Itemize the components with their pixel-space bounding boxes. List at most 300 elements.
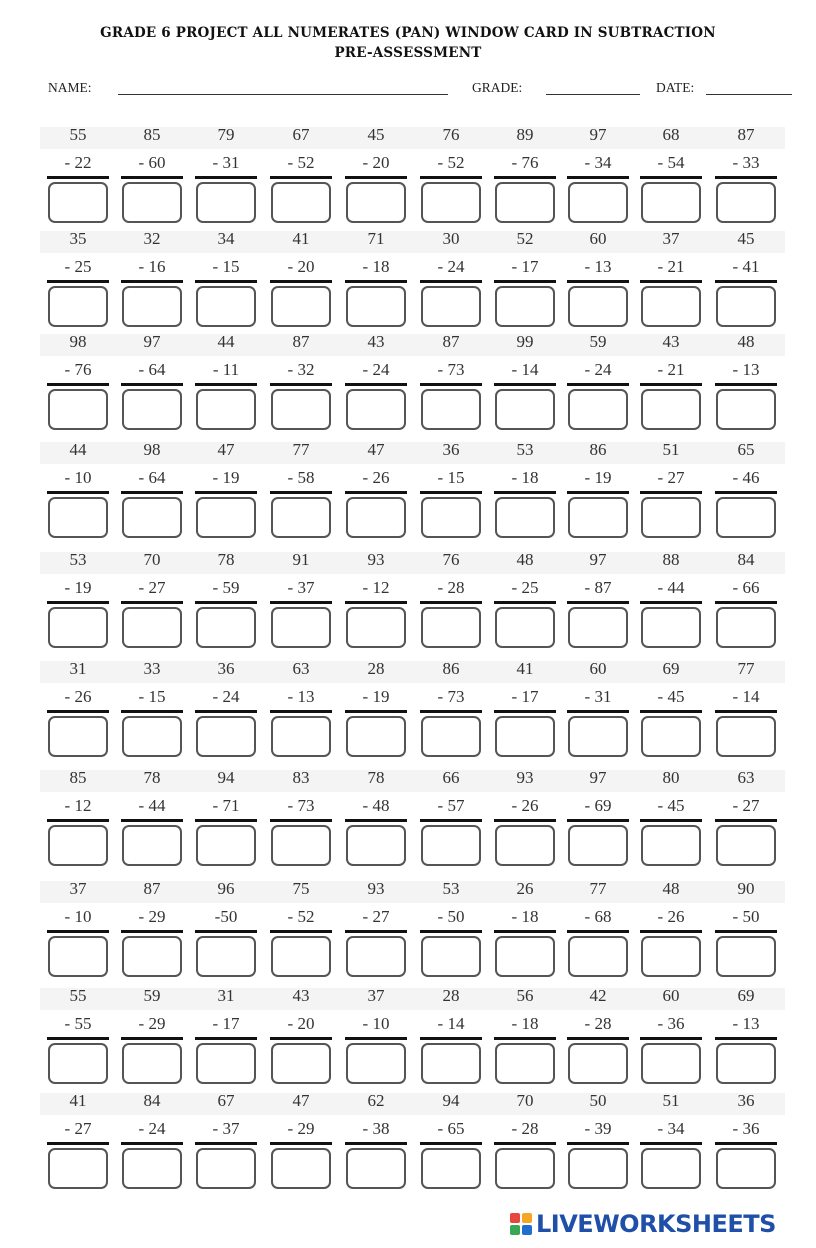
liveworksheets-logo [510,1208,776,1240]
answer-box[interactable] [421,607,481,648]
subtrahend: - 18 [511,907,539,926]
answer-box[interactable] [421,716,481,757]
answer-box[interactable] [495,286,555,327]
subtraction-bar [195,930,257,933]
answer-box[interactable] [271,182,331,223]
minuend: 30 [442,229,460,248]
minuend: 93 [367,550,385,569]
answer-box[interactable] [641,607,701,648]
subtrahend: - 18 [511,468,539,487]
subtrahend: - 41 [732,257,760,276]
subtraction-bar [121,819,183,822]
answer-box[interactable] [48,286,108,327]
answer-box[interactable] [568,497,628,538]
subtrahend: - 28 [511,1119,539,1138]
subtrahend: - 31 [212,153,240,172]
minuend: 37 [367,986,385,1005]
subtraction-bar [345,710,407,713]
subtrahend: - 25 [511,578,539,597]
answer-box[interactable] [421,936,481,977]
minuend: 44 [69,440,87,459]
minuend: 63 [292,659,310,678]
subtrahend: - 65 [437,1119,465,1138]
subtrahend: - 54 [657,153,685,172]
subtrahend: - 27 [732,796,760,815]
subtrahend: -50 [214,907,238,926]
answer-box[interactable] [196,182,256,223]
minuend: 97 [589,550,607,569]
answer-box[interactable] [421,497,481,538]
answer-box[interactable] [568,936,628,977]
subtraction-bar [715,280,777,283]
minuend: 84 [737,550,755,569]
minuend: 90 [737,879,755,898]
minuend: 80 [662,768,680,787]
subtrahend: - 22 [64,153,92,172]
subtrahend: - 64 [138,360,166,379]
answer-box[interactable] [568,286,628,327]
minuend: 41 [292,229,310,248]
subtraction-bar [567,383,629,386]
answer-box[interactable] [641,389,701,430]
answer-box[interactable] [495,182,555,223]
subtrahend: - 29 [287,1119,315,1138]
answer-box[interactable] [346,286,406,327]
subtrahend: - 25 [64,257,92,276]
minuend: 60 [589,229,607,248]
minuend: 43 [662,332,680,351]
minuend: 67 [292,125,310,144]
answer-box[interactable] [568,182,628,223]
answer-box[interactable] [568,389,628,430]
answer-box[interactable] [495,936,555,977]
subtrahend: - 57 [437,796,465,815]
answer-box[interactable] [196,716,256,757]
minuend: 98 [143,440,161,459]
answer-box[interactable] [122,716,182,757]
answer-box[interactable] [196,1043,256,1084]
answer-box[interactable] [495,389,555,430]
subtrahend: - 52 [287,907,315,926]
subtrahend: - 26 [64,687,92,706]
subtrahend: - 44 [138,796,166,815]
subtraction-bar [121,491,183,494]
subtraction-bar [345,601,407,604]
minuend: 28 [442,986,460,1005]
answer-box[interactable] [196,1148,256,1189]
answer-box[interactable] [495,1148,555,1189]
answer-box[interactable] [568,607,628,648]
minuend: 87 [737,125,755,144]
answer-box[interactable] [346,1148,406,1189]
minuend: 35 [69,229,87,248]
answer-box[interactable] [48,1043,108,1084]
subtraction-bar [345,930,407,933]
subtrahend: - 15 [138,687,166,706]
answer-box[interactable] [716,825,776,866]
answer-box[interactable] [421,182,481,223]
answer-box[interactable] [346,716,406,757]
minuend: 98 [69,332,87,351]
subtraction-bar [567,176,629,179]
answer-box[interactable] [716,1148,776,1189]
answer-box[interactable] [271,825,331,866]
minuend: 63 [737,768,755,787]
answer-box[interactable] [346,497,406,538]
answer-box[interactable] [421,1148,481,1189]
minuend: 52 [516,229,534,248]
minuend: 42 [589,986,607,1005]
answer-box[interactable] [421,1043,481,1084]
answer-box[interactable] [716,1043,776,1084]
answer-box[interactable] [122,286,182,327]
subtraction-bar [121,601,183,604]
subtraction-bar [420,383,482,386]
subtrahend: - 15 [437,468,465,487]
answer-box[interactable] [271,607,331,648]
date-field[interactable] [706,94,792,95]
answer-box[interactable] [122,1043,182,1084]
subtraction-bar [345,280,407,283]
answer-box[interactable] [48,607,108,648]
subtrahend: - 15 [212,257,240,276]
answer-box[interactable] [196,825,256,866]
answer-box[interactable] [716,716,776,757]
subtrahend: - 14 [437,1014,465,1033]
minuend: 48 [662,879,680,898]
answer-box[interactable] [346,607,406,648]
answer-box[interactable] [716,497,776,538]
subtrahend: - 17 [511,687,539,706]
subtraction-bar [47,710,109,713]
answer-box[interactable] [196,936,256,977]
subtraction-bar [715,601,777,604]
subtraction-bar [270,491,332,494]
subtraction-bar [567,1037,629,1040]
answer-box[interactable] [421,286,481,327]
answer-box[interactable] [641,825,701,866]
subtraction-bar [494,491,556,494]
answer-box[interactable] [568,1148,628,1189]
answer-box[interactable] [48,182,108,223]
answer-box[interactable] [716,607,776,648]
answer-box[interactable] [641,1043,701,1084]
answer-box[interactable] [495,607,555,648]
answer-box[interactable] [346,389,406,430]
answer-box[interactable] [421,825,481,866]
answer-box[interactable] [122,825,182,866]
answer-box[interactable] [271,936,331,977]
answer-box[interactable] [568,1043,628,1084]
subtrahend: - 59 [212,578,240,597]
subtraction-bar [640,819,702,822]
answer-box[interactable] [641,716,701,757]
answer-box[interactable] [122,1148,182,1189]
subtraction-bar [345,491,407,494]
answer-box[interactable] [271,286,331,327]
subtrahend: - 69 [584,796,612,815]
minuend: 71 [367,229,385,248]
minuend: 43 [292,986,310,1005]
subtrahend: - 73 [437,687,465,706]
answer-box[interactable] [122,182,182,223]
answer-box[interactable] [48,497,108,538]
minuend: 78 [143,768,161,787]
minuend: 76 [442,125,460,144]
minuend: 31 [69,659,87,678]
answer-box[interactable] [196,497,256,538]
minuend: 79 [217,125,235,144]
answer-box[interactable] [495,497,555,538]
subtraction-bar [195,491,257,494]
subtraction-bar [47,819,109,822]
minuend: 84 [143,1091,161,1110]
subtrahend: - 27 [657,468,685,487]
answer-box[interactable] [346,1043,406,1084]
minuend: 87 [442,332,460,351]
subtraction-bar [345,819,407,822]
answer-box[interactable] [48,716,108,757]
minuend: 51 [662,1091,680,1110]
subtraction-bar [420,710,482,713]
answer-box[interactable] [196,607,256,648]
answer-box[interactable] [271,716,331,757]
subtrahend: - 13 [732,360,760,379]
minuend: 31 [217,986,235,1005]
subtraction-bar [195,601,257,604]
subtraction-bar [345,1142,407,1145]
subtrahend: - 13 [732,1014,760,1033]
minuend: 87 [143,879,161,898]
subtraction-bar [121,280,183,283]
answer-box[interactable] [346,825,406,866]
answer-box[interactable] [196,286,256,327]
subtraction-bar [715,819,777,822]
subtraction-bar [420,819,482,822]
subtraction-bar [270,176,332,179]
subtraction-bar [47,930,109,933]
subtrahend: - 20 [362,153,390,172]
minuend: 76 [442,550,460,569]
answer-box[interactable] [641,1148,701,1189]
subtrahend: - 29 [138,907,166,926]
subtraction-bar [494,601,556,604]
subtrahend: - 36 [732,1119,760,1138]
minuend: 96 [217,879,235,898]
subtraction-bar [567,930,629,933]
minuend: 87 [292,332,310,351]
minuend: 97 [589,768,607,787]
subtraction-bar [270,710,332,713]
minuend: 53 [69,550,87,569]
subtraction-bar [567,819,629,822]
answer-box[interactable] [122,607,182,648]
answer-box[interactable] [716,182,776,223]
answer-box[interactable] [641,936,701,977]
minuend: 37 [662,229,680,248]
subtrahend: - 44 [657,578,685,597]
minuend: 77 [737,659,755,678]
subtrahend: - 66 [732,578,760,597]
grade-label: GRADE: [472,80,523,95]
answer-box[interactable] [568,825,628,866]
subtraction-bar [640,710,702,713]
minuend: 93 [367,879,385,898]
subtraction-bar [47,1142,109,1145]
subtrahend: - 37 [287,578,315,597]
minuend: 69 [662,659,680,678]
minuend: 68 [662,125,680,144]
subtrahend: - 18 [511,1014,539,1033]
subtrahend: - 46 [732,468,760,487]
answer-box[interactable] [716,286,776,327]
minuend: 88 [662,550,680,569]
answer-box[interactable] [48,825,108,866]
subtraction-bar [567,710,629,713]
minuend: 48 [737,332,755,351]
subtrahend: - 24 [212,687,240,706]
subtraction-bar [494,176,556,179]
subtrahend: - 10 [64,907,92,926]
subtrahend: - 73 [287,796,315,815]
answer-box[interactable] [271,1043,331,1084]
subtrahend: - 13 [287,687,315,706]
name-field[interactable] [118,94,448,95]
answer-box[interactable] [122,389,182,430]
subtraction-bar [420,601,482,604]
subtrahend: - 10 [64,468,92,487]
subtrahend: - 48 [362,796,390,815]
answer-box[interactable] [346,182,406,223]
subtrahend: - 28 [437,578,465,597]
subtrahend: - 52 [437,153,465,172]
subtrahend: - 55 [64,1014,92,1033]
liveworksheets-wordmark: LIVEWORKSHEETS [536,1210,776,1238]
subtraction-bar [494,710,556,713]
minuend: 78 [367,768,385,787]
minuend: 41 [69,1091,87,1110]
minuend: 47 [367,440,385,459]
minuend: 48 [516,550,534,569]
minuend: 33 [143,659,161,678]
subtrahend: - 50 [437,907,465,926]
answer-box[interactable] [495,825,555,866]
subtraction-bar [494,819,556,822]
subtraction-bar [270,601,332,604]
subtrahend: - 36 [657,1014,685,1033]
subtraction-bar [640,176,702,179]
subtraction-bar [47,383,109,386]
subtraction-bar [715,930,777,933]
subtrahend: - 26 [657,907,685,926]
answer-box[interactable] [271,1148,331,1189]
minuend: 41 [516,659,534,678]
subtrahend: - 34 [584,153,612,172]
subtraction-bar [195,280,257,283]
subtraction-bar [121,1142,183,1145]
answer-box[interactable] [641,286,701,327]
subtrahend: - 24 [362,360,390,379]
subtrahend: - 17 [511,257,539,276]
grade-field[interactable] [546,94,640,95]
answer-box[interactable] [716,936,776,977]
subtraction-bar [47,280,109,283]
subtraction-bar [420,1142,482,1145]
subtraction-bar [270,930,332,933]
answer-box[interactable] [495,1043,555,1084]
minuend: 51 [662,440,680,459]
minuend: 53 [442,879,460,898]
subtraction-bar [567,1142,629,1145]
answer-box[interactable] [48,1148,108,1189]
answer-box[interactable] [48,389,108,430]
subtraction-bar [47,491,109,494]
subtraction-bar [195,710,257,713]
subtrahend: - 24 [138,1119,166,1138]
subtrahend: - 45 [657,796,685,815]
subtrahend: - 45 [657,687,685,706]
answer-box[interactable] [122,936,182,977]
minuend: 78 [217,550,235,569]
subtraction-bar [420,930,482,933]
subtraction-bar [345,176,407,179]
minuend: 70 [516,1091,534,1110]
minuend: 99 [516,332,534,351]
subtrahend: - 76 [511,153,539,172]
minuend: 36 [737,1091,755,1110]
minuend: 47 [217,440,235,459]
answer-box[interactable] [421,389,481,430]
answer-box[interactable] [716,389,776,430]
minuend: 94 [442,1091,460,1110]
answer-box[interactable] [568,716,628,757]
answer-box[interactable] [271,497,331,538]
subtraction-bar [640,601,702,604]
subtrahend: - 31 [584,687,612,706]
answer-box[interactable] [495,716,555,757]
subtraction-bar [195,1142,257,1145]
subtrahend: - 20 [287,1014,315,1033]
answer-box[interactable] [641,497,701,538]
subtrahend: - 21 [657,360,685,379]
subtrahend: - 19 [362,687,390,706]
subtraction-bar [270,1142,332,1145]
subtraction-bar [494,1037,556,1040]
subtrahend: - 38 [362,1119,390,1138]
answer-box[interactable] [346,936,406,977]
subtraction-bar [420,280,482,283]
minuend: 34 [217,229,235,248]
minuend: 91 [292,550,310,569]
subtraction-bar [494,930,556,933]
answer-box[interactable] [641,182,701,223]
subtraction-bar [420,176,482,179]
subtrahend: - 19 [64,578,92,597]
subtraction-bar [567,280,629,283]
minuend: 44 [217,332,235,351]
minuend: 53 [516,440,534,459]
answer-box[interactable] [122,497,182,538]
subtraction-bar [715,1142,777,1145]
answer-box[interactable] [196,389,256,430]
subtrahend: - 28 [584,1014,612,1033]
minuend: 32 [143,229,161,248]
answer-box[interactable] [271,389,331,430]
answer-box[interactable] [48,936,108,977]
minuend: 28 [367,659,385,678]
subtrahend: - 12 [64,796,92,815]
subtrahend: - 11 [212,360,240,379]
